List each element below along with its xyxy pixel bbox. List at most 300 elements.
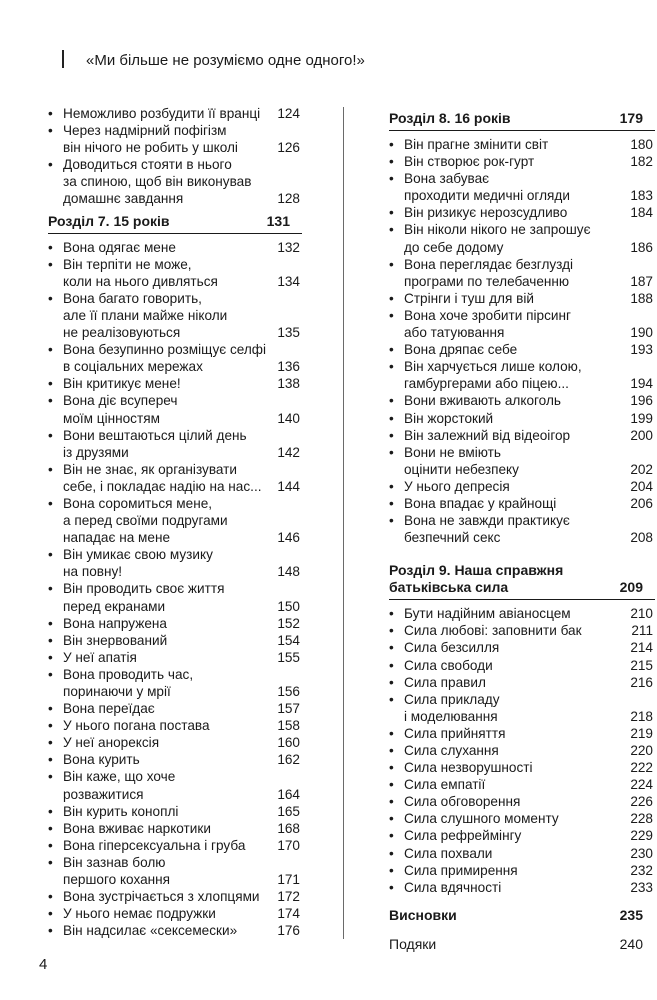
bullet-icon: • <box>389 359 394 375</box>
toc-left-column <box>48 105 302 939</box>
section-title-line: Розділ 9. Наша справжня <box>389 562 564 579</box>
entry-title <box>404 622 631 639</box>
entry-line: Він проводить своє життя <box>63 581 225 597</box>
entry-title <box>404 256 630 290</box>
entry-line: Сила слухання <box>404 743 499 758</box>
entry-line: Він харчується лише колою, <box>404 359 582 375</box>
bullet-icon: • <box>48 547 53 563</box>
entry-line: він нічого не робить у школі <box>63 140 238 156</box>
thanks-entry <box>389 936 655 953</box>
entry-page: 180 <box>630 137 653 152</box>
entry-line: Він ніколи нікого не запрошує <box>404 222 591 238</box>
bullet-icon: • <box>48 256 53 272</box>
entry-title <box>404 410 630 427</box>
bullet-icon: • <box>48 820 53 836</box>
entry-line: оцінити небезпеку <box>404 461 519 477</box>
entry-line: Вона безупинно розміщує селфі <box>63 342 267 358</box>
entry-page: 183 <box>630 188 653 204</box>
entry-line: У нього погана постава <box>63 718 210 734</box>
bullet-icon: • <box>48 718 53 734</box>
bullet-icon: • <box>389 427 394 443</box>
entry-page: 215 <box>630 657 653 673</box>
entry-title <box>63 375 277 392</box>
toc-entry <box>48 156 302 207</box>
entry-line: Вона одягає мене <box>63 239 176 255</box>
bullet-icon: • <box>389 513 394 529</box>
bullet-icon: • <box>48 342 53 358</box>
entry-page: 154 <box>277 632 300 648</box>
entry-line: Він ризикує нерозсудливо <box>404 205 568 221</box>
entry-title <box>63 122 277 156</box>
entry-page: 138 <box>277 376 300 392</box>
bullet-icon: • <box>48 376 53 392</box>
entry-page: 210 <box>630 606 653 622</box>
toc-entry <box>48 751 302 768</box>
toc-entry <box>389 759 655 776</box>
entry-page: 135 <box>277 325 300 341</box>
bullet-icon: • <box>48 239 53 255</box>
entry-title <box>63 751 277 768</box>
entry-page: 157 <box>277 701 300 717</box>
header-bar <box>62 50 64 68</box>
entry-page: 200 <box>630 427 653 443</box>
entry-page: 202 <box>630 461 653 477</box>
bullet-icon: • <box>389 845 394 861</box>
entry-page: 199 <box>630 410 653 426</box>
entry-line: в соціальних мережах <box>63 359 203 375</box>
bullet-icon: • <box>48 854 53 870</box>
thanks-page: 240 <box>619 935 643 952</box>
entry-page: 172 <box>277 889 300 905</box>
entry-line: Вона напружена <box>63 615 167 631</box>
entry-line: або татуювання <box>404 325 505 341</box>
entry-line: розважитися <box>63 786 144 802</box>
toc-entry <box>389 392 655 409</box>
entry-title <box>404 290 630 307</box>
bullet-icon: • <box>48 735 53 751</box>
entry-line: Сила примирення <box>404 862 518 878</box>
entry-title <box>63 717 277 734</box>
entry-line: гамбургерами або піцею... <box>404 376 569 392</box>
entry-line: Він не знає, як організувати <box>63 461 237 477</box>
toc-entry <box>389 307 655 341</box>
toc-entry <box>389 862 655 879</box>
entry-line: поринаючи у мрії <box>63 684 171 699</box>
bullet-icon: • <box>48 906 53 922</box>
entry-line: на повну! <box>63 564 123 580</box>
entry-title <box>404 153 630 170</box>
toc-entry <box>48 290 302 341</box>
section-heading-7 <box>48 211 302 234</box>
bullet-icon: • <box>389 777 394 793</box>
bullet-icon: • <box>389 393 394 409</box>
bullet-icon: • <box>389 674 394 690</box>
continued-entries <box>48 105 302 208</box>
toc-entry <box>48 717 302 734</box>
entry-line: Вона не завжди практикує <box>404 513 570 529</box>
bullet-icon: • <box>389 725 394 741</box>
entry-page: 165 <box>277 803 300 819</box>
entry-line: Вона дряпає себе <box>404 342 518 358</box>
entry-page: 204 <box>630 478 653 494</box>
entry-line: перед екранами <box>63 598 166 614</box>
entry-page: 229 <box>630 828 653 844</box>
entry-title <box>63 922 277 939</box>
entry-title <box>404 221 630 255</box>
toc-entry <box>48 922 302 939</box>
entry-page: 176 <box>277 923 300 939</box>
entry-line: за спиною, щоб він виконував <box>63 174 252 190</box>
entry-page: 155 <box>277 649 300 665</box>
entry-title <box>404 776 630 793</box>
entry-line: Вони не вміють <box>404 444 501 460</box>
toc-entry <box>48 580 302 614</box>
entry-title <box>404 793 630 810</box>
toc-entry <box>389 605 655 622</box>
entry-line: Він умикає свою музику <box>63 547 213 563</box>
toc-entry <box>389 674 655 691</box>
entry-page: 188 <box>630 290 653 306</box>
entry-page: 220 <box>630 743 653 758</box>
entry-line: Сила прийняття <box>404 725 506 741</box>
entry-title <box>404 657 630 674</box>
entry-page: 140 <box>277 410 300 426</box>
entry-page: 193 <box>630 342 653 358</box>
bullet-icon: • <box>389 623 394 639</box>
entry-line: Він створює рок-гурт <box>404 154 535 170</box>
entry-title <box>404 512 630 546</box>
entry-page: 170 <box>277 837 300 853</box>
entry-title <box>63 239 277 256</box>
bullet-icon: • <box>48 123 53 139</box>
toc-entry <box>389 622 655 639</box>
entry-page: 168 <box>277 820 300 836</box>
entry-title <box>63 649 277 666</box>
entry-page: 171 <box>277 872 300 888</box>
toc-entry <box>48 632 302 649</box>
entry-page: 126 <box>277 140 300 156</box>
bullet-icon: • <box>48 837 53 853</box>
section-title-line: батьківська сила <box>389 579 509 596</box>
entry-title <box>63 905 277 922</box>
entry-page: 134 <box>277 273 300 289</box>
entry-line: першого кохання <box>63 872 171 888</box>
bullet-icon: • <box>389 879 394 895</box>
bullet-icon: • <box>48 923 53 939</box>
bullet-icon: • <box>48 889 53 905</box>
entry-line: Вона курить <box>63 752 140 768</box>
toc-entry <box>48 615 302 632</box>
entry-line: Сила незворушності <box>404 760 533 776</box>
entry-line: Він каже, що хоче <box>63 769 176 785</box>
entry-line: Він залежний від відеоігор <box>404 427 571 443</box>
toc-entry <box>389 879 655 896</box>
entry-page: 218 <box>630 708 653 724</box>
toc-entry <box>389 845 655 862</box>
entry-title <box>404 495 630 512</box>
entry-page: 152 <box>277 615 300 631</box>
bullet-icon: • <box>389 154 394 170</box>
toc-entry <box>48 649 302 666</box>
entry-title <box>404 725 630 742</box>
section-title-line: Розділ 8. 16 років <box>389 110 511 126</box>
entry-page: 222 <box>630 760 653 776</box>
thanks-title: Подяки <box>389 935 437 952</box>
bullet-icon: • <box>389 342 394 358</box>
entry-line: Доводиться стояти в нього <box>63 157 232 173</box>
entry-line: програми по телебаченню <box>404 273 570 289</box>
toc-entry <box>48 820 302 837</box>
toc-entry <box>48 734 302 751</box>
bullet-icon: • <box>389 794 394 810</box>
section-page: 209 <box>619 579 643 596</box>
bullet-icon: • <box>389 171 394 187</box>
entry-page: 208 <box>630 530 653 546</box>
section-heading <box>389 108 655 131</box>
entry-line: Сила вдячності <box>404 879 502 895</box>
entry-line: У неї апатія <box>63 649 137 665</box>
entry-page: 226 <box>630 794 653 810</box>
entry-title <box>404 605 630 622</box>
entry-line: Він критикує мене! <box>63 376 181 392</box>
entry-line: У нього депресія <box>404 478 510 494</box>
entry-title <box>404 170 630 204</box>
entry-title <box>63 392 277 426</box>
entry-page: 144 <box>277 478 300 494</box>
entry-line: Він прагне змінити світ <box>404 137 549 152</box>
bullet-icon: • <box>48 157 53 173</box>
entry-title <box>63 156 277 207</box>
entry-line: моїм цінностям <box>63 410 160 426</box>
bullet-icon: • <box>48 752 53 768</box>
bullet-icon: • <box>48 393 53 409</box>
entry-page: 232 <box>630 862 653 878</box>
toc-entry <box>48 546 302 580</box>
entry-title <box>63 427 277 461</box>
section-7-entries <box>48 239 302 940</box>
entry-line: проходити медичні огляди <box>404 188 570 204</box>
running-header <box>62 49 622 73</box>
entry-title <box>63 290 277 341</box>
entry-line: Він жорстокий <box>404 410 494 426</box>
toc-entry <box>389 170 655 204</box>
bullet-icon: • <box>389 828 394 844</box>
entry-line: Вона вживає наркотики <box>63 820 211 836</box>
entry-line: до себе додому <box>404 239 504 255</box>
bullet-icon: • <box>48 666 53 682</box>
entry-line: Він курить коноплі <box>63 803 179 819</box>
entry-line: Вона зустрічається з хлопцями <box>63 889 260 905</box>
entry-page: 233 <box>630 879 653 895</box>
toc-entry <box>389 827 655 844</box>
entry-line: Сила похвали <box>404 845 493 861</box>
entry-page: 184 <box>630 205 653 221</box>
entry-page: 142 <box>277 444 300 460</box>
entry-page: 196 <box>630 393 653 409</box>
entry-title <box>404 862 630 879</box>
toc-entry <box>389 221 655 255</box>
bullet-icon: • <box>48 701 53 717</box>
entry-line: Вона переглядає безглузді <box>404 256 574 272</box>
bullet-icon: • <box>48 769 53 785</box>
entry-page: 136 <box>277 359 300 375</box>
conclusions-title: Висновки <box>389 906 457 923</box>
toc-entry <box>48 427 302 461</box>
toc-entry <box>389 793 655 810</box>
toc-entry <box>48 700 302 717</box>
bullet-icon: • <box>389 137 394 152</box>
toc-entry <box>48 666 302 700</box>
toc-entry <box>48 105 302 122</box>
entry-line: не реалізовуються <box>63 325 181 341</box>
entry-line: Вона діє всупереч <box>63 393 178 409</box>
entry-line: домашнє завдання <box>63 191 184 207</box>
bullet-icon: • <box>48 803 53 819</box>
bullet-icon: • <box>389 495 394 511</box>
bullet-icon: • <box>389 760 394 776</box>
entry-title <box>63 888 277 905</box>
section-title <box>389 562 569 596</box>
bullet-icon: • <box>389 410 394 426</box>
entry-line: Сила слушного моменту <box>404 811 559 827</box>
bullet-icon: • <box>389 205 394 221</box>
bullet-icon: • <box>389 256 394 272</box>
bullet-icon: • <box>48 615 53 631</box>
bullet-icon: • <box>389 743 394 758</box>
entry-line: Вони вештаються цілий день <box>63 427 247 443</box>
bullet-icon: • <box>389 444 394 460</box>
entry-title <box>404 674 630 691</box>
entry-page: 194 <box>630 376 653 392</box>
entry-title <box>63 615 277 632</box>
section-heading <box>389 560 655 600</box>
toc-entry <box>48 837 302 854</box>
entry-line: Вона переїдає <box>63 701 155 717</box>
entry-title <box>63 803 277 820</box>
toc-entry <box>389 256 655 290</box>
toc-entry <box>48 888 302 905</box>
entry-line: У неї анорексія <box>63 735 160 751</box>
toc-entry <box>389 444 655 478</box>
column-divider <box>343 107 344 939</box>
entry-title <box>404 427 630 444</box>
entry-line: із друзями <box>63 444 129 460</box>
toc-entry <box>48 122 302 156</box>
entry-title <box>404 392 630 409</box>
bullet-icon: • <box>48 632 53 648</box>
section-title: Розділ 7. 15 років <box>48 212 170 229</box>
entry-title <box>404 478 630 495</box>
entry-page: 216 <box>630 674 653 690</box>
entry-line: Він зазнав болю <box>63 854 166 870</box>
entry-page: 214 <box>630 640 653 656</box>
toc-entry <box>389 136 655 153</box>
entry-line: Через надмірний пофігізм <box>63 123 227 139</box>
entry-title <box>404 358 630 392</box>
bullet-icon: • <box>389 307 394 323</box>
conclusions-page: 235 <box>619 906 643 923</box>
entry-title <box>63 461 277 495</box>
entry-line: і моделювання <box>404 708 498 724</box>
toc-entry <box>48 239 302 256</box>
bullet-icon: • <box>389 657 394 673</box>
entry-page: 206 <box>630 495 653 511</box>
bullet-icon: • <box>389 811 394 827</box>
entry-line: Вона проводить час, <box>63 666 194 682</box>
entry-line: У нього немає подружки <box>63 906 216 922</box>
toc-entry <box>48 495 302 546</box>
toc-entry <box>389 153 655 170</box>
entry-page: 124 <box>277 106 300 121</box>
section-title <box>389 110 517 127</box>
toc-entry <box>389 742 655 759</box>
entry-title <box>404 307 630 341</box>
toc-entry <box>389 776 655 793</box>
entry-line: Сила обговорення <box>404 794 521 810</box>
entry-title <box>404 444 630 478</box>
entry-line: Сила емпатії <box>404 777 486 793</box>
entry-page: 158 <box>277 718 300 734</box>
entry-line: Вона забуває <box>404 171 490 187</box>
entry-line: Вона гіперсексуальна і груба <box>63 837 246 853</box>
toc-entry <box>389 725 655 742</box>
toc-entry <box>389 410 655 427</box>
entry-title <box>63 546 277 580</box>
entry-line: Сила рефреймінгу <box>404 828 522 844</box>
entry-title <box>63 256 277 290</box>
toc-entry <box>48 392 302 426</box>
entry-title <box>404 204 630 221</box>
entry-line: а перед своїми подругами <box>63 513 228 529</box>
toc-entry <box>389 427 655 444</box>
toc-entry <box>48 461 302 495</box>
entry-title <box>63 666 277 700</box>
section-page: 131 <box>266 212 290 229</box>
toc-entry <box>389 657 655 674</box>
entry-title <box>404 810 630 827</box>
toc-entry <box>389 204 655 221</box>
entry-title <box>63 495 277 546</box>
entry-line: нападає на мене <box>63 530 171 546</box>
bullet-icon: • <box>48 427 53 443</box>
entry-title <box>63 768 277 802</box>
right-sections <box>389 108 655 896</box>
bullet-icon: • <box>389 222 394 238</box>
bullet-icon: • <box>48 461 53 477</box>
entry-line: Сила прикладу <box>404 691 500 707</box>
bullet-icon: • <box>48 290 53 306</box>
toc-entry <box>389 341 655 358</box>
entry-line: коли на нього дивляться <box>63 273 218 289</box>
entry-title <box>404 845 630 862</box>
entry-page: 146 <box>277 530 300 546</box>
bullet-icon: • <box>389 862 394 878</box>
running-header-title: «Ми більше не розуміємо одне одного!» <box>86 52 365 69</box>
bullet-icon: • <box>389 478 394 494</box>
toc-entry <box>389 691 655 725</box>
toc-entry <box>389 512 655 546</box>
entry-page: 228 <box>630 811 653 827</box>
entry-line: Вона багато говорить, <box>63 290 202 306</box>
entry-page: 190 <box>630 325 653 341</box>
entry-line: Вона хоче зробити пірсинг <box>404 307 571 323</box>
bullet-icon: • <box>389 691 394 707</box>
toc-entry <box>48 256 302 290</box>
entry-page: 162 <box>277 752 300 768</box>
entry-title <box>404 827 630 844</box>
entry-page: 211 <box>631 623 653 639</box>
bullet-icon: • <box>389 640 394 656</box>
